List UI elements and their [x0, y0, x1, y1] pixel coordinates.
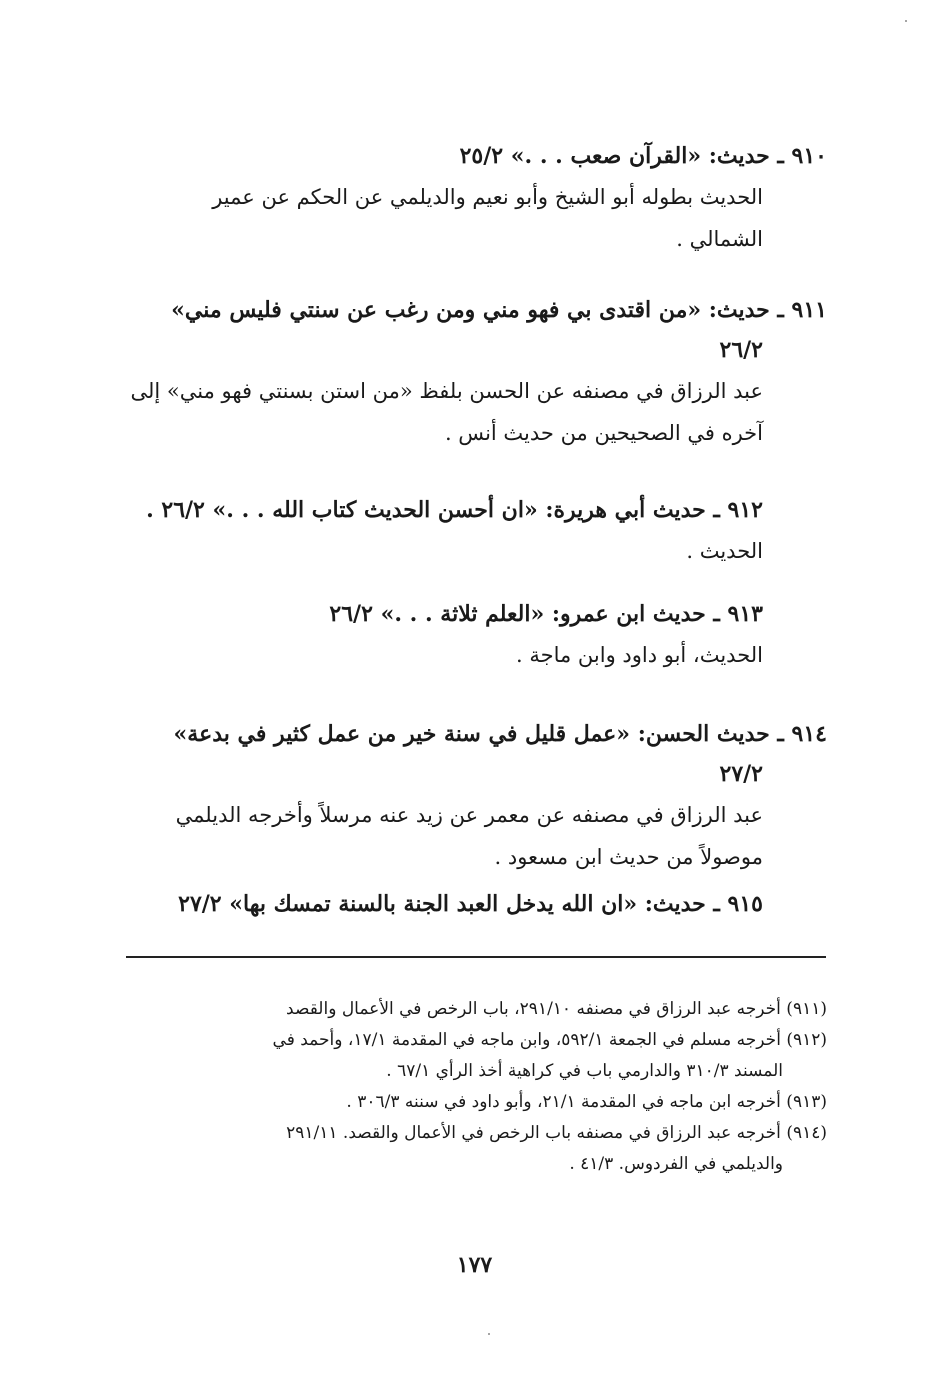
body-line: الحديث، أبو داود وابن ماجة .	[515, 643, 763, 667]
entry-heading	[117, 136, 827, 176]
entry-914	[117, 714, 827, 878]
entry-heading	[117, 714, 827, 754]
scan-speck	[488, 1333, 490, 1335]
entry-911	[117, 290, 827, 454]
entry-heading	[117, 884, 827, 924]
body-line: موصولاً من حديث ابن مسعود .	[494, 845, 763, 869]
body-line: الحديث .	[686, 539, 763, 563]
entry-number: ٩١١	[791, 297, 827, 323]
body-line: عبد الرزاق في مصنفه عن الحسن بلفظ «من استن بسنتي فهو مني» إلى	[130, 379, 763, 403]
body-line: الحديث بطوله أبو الشيخ وأبو نعيم والديلمي عن الحكم عن عمير	[212, 185, 763, 209]
footnote-914	[131, 1118, 827, 1180]
entry-title: ـ حديث الحسن: «عمل قليل في سنة خير من عمل كثير في بدعة»	[173, 721, 784, 747]
entry-body	[117, 634, 827, 676]
footnote-continuation: المسند ٣١٠/٣ والدارمي باب في كراهية أخذ الرأي ٦٧/١ .	[386, 1061, 783, 1081]
footnote-911	[131, 994, 827, 1025]
entry-number: ٩١٥	[727, 891, 763, 917]
scan-speck	[905, 20, 907, 22]
body-line: آخره في الصحيحين من حديث أنس .	[444, 421, 763, 445]
entry-body	[117, 370, 827, 454]
footnote-continuation: والديلمي في الفردوس. ٤١/٣ .	[569, 1154, 783, 1174]
entry-915	[117, 884, 827, 924]
footnote-line: (٩١٢) أخرجه مسلم في الجمعة ٥٩٢/١، وابن ماجه في المقدمة ١٧/١، وأحمد في	[272, 1030, 827, 1050]
entry-title: ـ حديث ابن عمرو: «العلم ثلاثة . . .» ٢٦/٢	[329, 601, 720, 627]
entry-heading	[117, 594, 827, 634]
footnote-divider	[126, 956, 826, 958]
entry-body	[117, 794, 827, 878]
entry-heading	[117, 290, 827, 330]
entry-title: ـ حديث أبي هريرة: «ان أحسن الحديث كتاب الله . . .» ٢٦/٢ .	[146, 497, 720, 523]
entry-title: ـ حديث: «من اقتدى بي فهو مني ومن رغب عن سنتي فليس مني»	[171, 297, 784, 323]
footnote-line: (٩١٣) أخرجه ابن ماجه في المقدمة ٢١/١، وأبو داود في سننه ٣٠٦/٣ .	[346, 1092, 827, 1112]
entry-number: ٩١٤	[791, 721, 827, 747]
entry-body	[117, 530, 827, 572]
entry-number: ٩١٢	[727, 497, 763, 523]
entry-reference: ٢٦/٢	[719, 337, 763, 363]
entry-heading	[117, 490, 827, 530]
entry-910	[117, 136, 827, 260]
entry-title: ـ حديث: «القرآن صعب . . .» ٢٥/٢	[459, 143, 784, 169]
footnote-line: (٩١١) أخرجه عبد الرزاق في مصنفه ٢٩١/١٠، باب الرخص في الأعمال والقصد	[286, 999, 827, 1019]
footnotes	[131, 994, 827, 1180]
entry-body	[117, 176, 827, 260]
entry-number: ٩١٣	[727, 601, 763, 627]
entry-number: ٩١٠	[791, 143, 827, 169]
entry-913	[117, 594, 827, 676]
entry-title: ـ حديث: «ان الله يدخل العبد الجنة بالسنة تمسك بها» ٢٧/٢	[178, 891, 720, 917]
entry-912	[117, 490, 827, 572]
footnote-913	[131, 1087, 827, 1118]
footnote-line: (٩١٤) أخرجه عبد الرزاق في مصنفه باب الرخص في الأعمال والقصد. ٢٩١/١١	[286, 1123, 827, 1143]
entry-reference: ٢٧/٢	[719, 761, 763, 787]
page-number: ١٧٧	[456, 1252, 493, 1278]
footnote-912	[131, 1025, 827, 1087]
body-line: الشمالي .	[676, 227, 763, 251]
body-line: عبد الرزاق في مصنفه عن معمر عن زيد عنه مرسلاً وأخرجه الديلمي	[175, 803, 763, 827]
